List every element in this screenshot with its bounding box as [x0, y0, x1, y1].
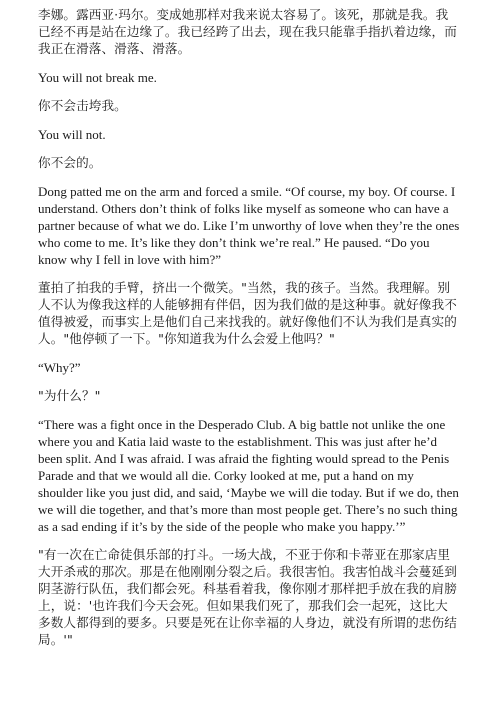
paragraph-en-1: You will not break me. — [38, 70, 157, 85]
paragraph-zh-3: 你不会的。 — [38, 155, 102, 170]
paragraph-zh-6: "有一次在亡命徒俱乐部的打斗。一场大战，不亚于你和卡蒂亚在那家店里大开杀戒的那次。那是在他刚刚分裂之后。我很害怕。我害怕战斗会蔓延到阴茎游行队伍，我们都会死。科基看着我，像你刚才那样把手放在我的肩膀上，说：'也许我们今天会死。但如果我们死了，那我们会一起死，这比大多数人都得到的要多。只要是死在让你幸福的人身边，就没有所谓的悲伤结局。'" — [38, 547, 457, 647]
paragraph-zh-2: 你不会击垮我。 — [38, 98, 127, 113]
paragraph-en-2: You will not. — [38, 127, 106, 142]
paragraph-zh-5: "为什么？" — [38, 388, 101, 403]
paragraph-zh-1: 李娜。露西亚·玛尔。变成她那样对我来说太容易了。该死，那就是我。我已经不再是站在边缘了。我已经跨了出去，现在我只能靠手指扒着边缘，而我正在滑落、滑落、滑落。 — [38, 7, 457, 56]
paragraph-en-3: Dong patted me on the arm and forced a smile. “Of course, my boy. Of course. I understand. Others don’t think of folks like myself as someone who can have a partner because of what we do. Like I’m unworthy of love when they’re the ones who come to me. It’s like they don’t think we’re real.” He paused. “Do you know why I fell in love with him?” — [38, 184, 460, 267]
paragraph-en-5: “There was a fight once in the Desperado Club. A big battle not unlike the one where you and Katia laid waste to the establishment. This was just after he’d been split. And I was afraid. I was afraid the fighting would spread to the Penis Parade and that we would all die. Corky looked at me, put a hand on my shoulder like you just did, and said, ‘Maybe we will die today. But if we do, then we will die together, and that’s more than most people get. There’s no such thing as a sad ending if it’s by the side of the people who make you happy.’” — [38, 417, 459, 534]
paragraph-en-4: “Why?” — [38, 360, 81, 375]
paragraph-zh-4: 董拍了拍我的手臂，挤出一个微笑。"当然，我的孩子。当然。我理解。别人不认为像我这样的人能够拥有伴侣，因为我们做的是这种事。就好像我不值得被爱，而事实上是他们自己来找我的。就好像他们不认为我们是真实的人。"他停顿了一下。"你知道我为什么会爱上他吗？" — [38, 280, 457, 346]
